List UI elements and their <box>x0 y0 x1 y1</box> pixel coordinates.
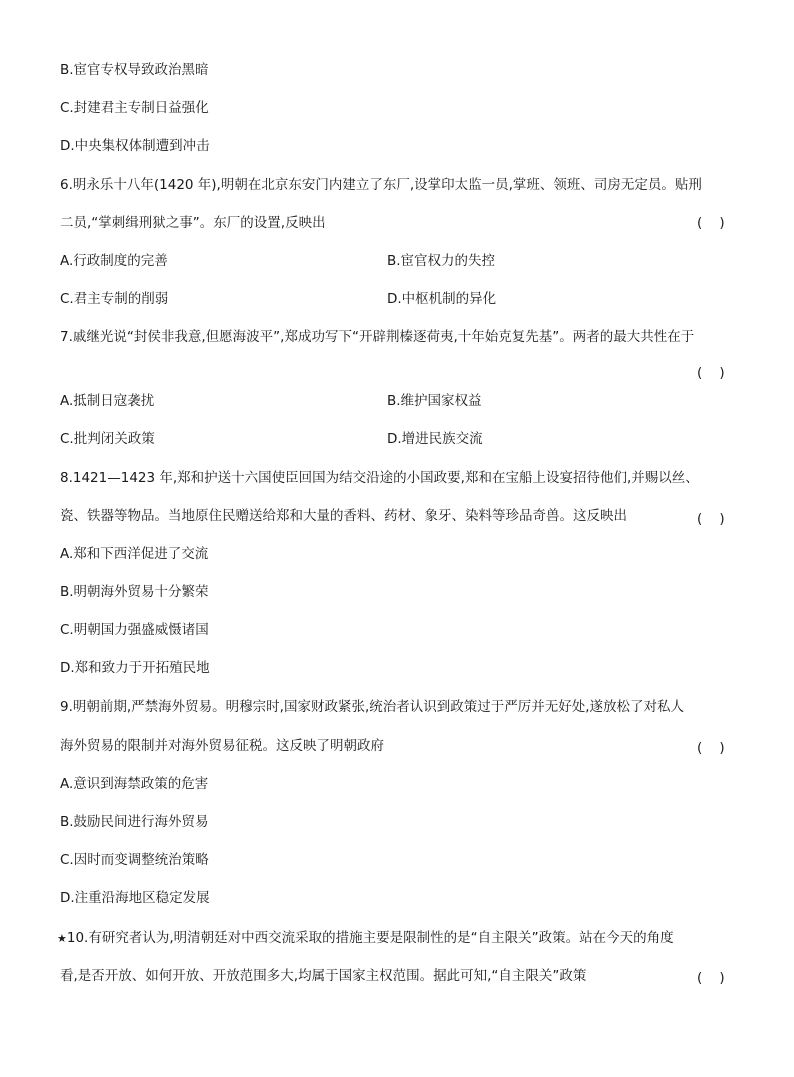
q10-stem-line2: 看,是否开放、如何开放、开放范围多大,均属于国家主权范围。据此可知,“自主限关”政策 <box>60 968 587 984</box>
q6-stem-line1: 6.明永乐十八年(1420 年),明朝在北京东安门内建立了东厂,设掌印太监一员,掌班、领班、司房无定员。贴刑 <box>60 177 702 193</box>
q9-option-b: B.鼓励民间进行海外贸易 <box>60 814 209 830</box>
q9-answer-paren: ( ) <box>697 740 725 756</box>
q9-option-d: D.注重沿海地区稳定发展 <box>60 890 210 906</box>
q6-stem-line2: 二员,“掌刺缉刑狱之事”。东厂的设置,反映出 <box>60 215 326 231</box>
q7-option-c: C.批判闭关政策 <box>60 431 155 447</box>
q6-answer-paren: ( ) <box>697 215 725 231</box>
q10-answer-paren: ( ) <box>697 970 725 986</box>
q7-option-b: B.维护国家权益 <box>387 393 482 409</box>
q6-option-a: A.行政制度的完善 <box>60 253 168 269</box>
q8-option-c: C.明朝国力强盛威慑诸国 <box>60 622 209 638</box>
q9-stem-line2: 海外贸易的限制并对海外贸易征税。这反映了明朝政府 <box>60 738 384 754</box>
q8-answer-paren: ( ) <box>697 511 725 527</box>
q6-option-b: B.宦官权力的失控 <box>387 253 496 269</box>
q7-stem-line1: 7.戚继光说“封侯非我意,但愿海波平”,郑成功写下“开辟荆榛逐荷夷,十年始克复先基”。两者的最大共性在于 <box>60 329 695 345</box>
q7-option-d: D.增进民族交流 <box>387 431 483 447</box>
q9-option-a: A.意识到海禁政策的危害 <box>60 776 209 792</box>
q9-option-c: C.因时而变调整统治策略 <box>60 852 209 868</box>
q7-answer-paren: ( ) <box>697 365 725 381</box>
q8-stem-line1: 8.1421—1423 年,郑和护送十六国使臣回国为结交沿途的小国政要,郑和在宝船上设宴招待他们,并赐以丝、 <box>60 470 699 486</box>
q8-option-b: B.明朝海外贸易十分繁荣 <box>60 584 209 600</box>
q5-option-b: B.宦官专权导致政治黑暗 <box>60 62 209 78</box>
q8-option-a: A.郑和下西洋促进了交流 <box>60 546 209 562</box>
q9-stem-line1: 9.明朝前期,严禁海外贸易。明穆宗时,国家财政紧张,统治者认识到政策过于严厉并无好处,遂放松了对私人 <box>60 699 685 715</box>
q10-stem-line1 <box>57 929 674 948</box>
q8-stem-line2: 瓷、铁器等物品。当地原住民赠送给郑和大量的香料、药材、象牙、染料等珍品奇兽。这反映出 <box>60 508 627 524</box>
q5-option-c: C.封建君主专制日益强化 <box>60 100 209 116</box>
q8-option-d: D.郑和致力于开拓殖民地 <box>60 660 210 676</box>
q6-option-d: D.中枢机制的异化 <box>387 291 497 307</box>
q10-stem-text: 10.有研究者认为,明清朝廷对中西交流采取的措施主要是限制性的是“自主限关”政策。站在今天的角度 <box>66 930 674 946</box>
q7-option-a: A.抵制日寇袭扰 <box>60 393 155 409</box>
q5-option-d: D.中央集权体制遭到冲击 <box>60 138 210 154</box>
q6-option-c: C.君主专制的削弱 <box>60 291 169 307</box>
star-icon: ★ <box>57 932 67 945</box>
